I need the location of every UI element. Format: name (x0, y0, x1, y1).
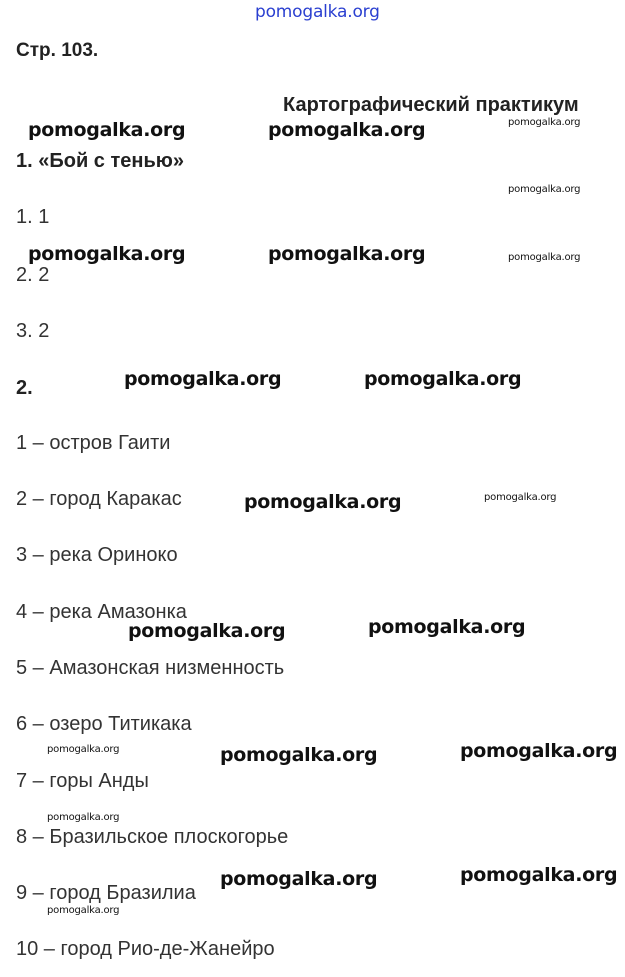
map-item-8: 8 – Бразильское плоскогорье (16, 826, 289, 848)
watermark: pomogalka.org (47, 812, 120, 823)
watermark: pomogalka.org (364, 368, 522, 390)
page-label: Стр. 103. (16, 40, 99, 61)
task1-answer-1: 1. 1 (16, 206, 50, 228)
watermark: pomogalka.org (460, 864, 618, 886)
watermark: pomogalka.org (508, 117, 581, 128)
watermark: pomogalka.org (220, 868, 378, 890)
watermark: pomogalka.org (268, 119, 426, 141)
watermark: pomogalka.org (28, 243, 186, 265)
task1-answer-2: 2. 2 (16, 264, 50, 286)
watermark: pomogalka.org (128, 620, 286, 642)
task2-heading: 2. (16, 377, 33, 399)
map-item-10: 10 – город Рио-де-Жанейро (16, 938, 275, 960)
watermark: pomogalka.org (508, 184, 581, 195)
watermark: pomogalka.org (220, 744, 378, 766)
section-title: Картографический практикум (283, 94, 579, 116)
map-item-6: 6 – озеро Титикака (16, 713, 192, 735)
map-item-4: 4 – река Амазонка (16, 601, 187, 623)
map-item-3: 3 – река Ориноко (16, 544, 178, 566)
task1-heading: 1. «Бой с тенью» (16, 150, 184, 172)
watermark: pomogalka.org (268, 243, 426, 265)
map-item-9: 9 – город Бразилиа (16, 882, 196, 904)
map-item-1: 1 – остров Гаити (16, 432, 171, 454)
map-item-7: 7 – горы Анды (16, 770, 149, 792)
map-item-2: 2 – город Каракас (16, 488, 182, 510)
task1-answer-3: 3. 2 (16, 320, 50, 342)
watermark: pomogalka.org (244, 491, 402, 513)
watermark: pomogalka.org (484, 492, 557, 503)
map-item-5: 5 – Амазонская низменность (16, 657, 285, 679)
site-watermark-top: pomogalka.org (255, 2, 380, 22)
watermark: pomogalka.org (460, 740, 618, 762)
watermark: pomogalka.org (508, 252, 581, 263)
watermark: pomogalka.org (368, 616, 526, 638)
watermark: pomogalka.org (28, 119, 186, 141)
watermark: pomogalka.org (47, 905, 120, 916)
watermark: pomogalka.org (124, 368, 282, 390)
watermark: pomogalka.org (47, 744, 120, 755)
